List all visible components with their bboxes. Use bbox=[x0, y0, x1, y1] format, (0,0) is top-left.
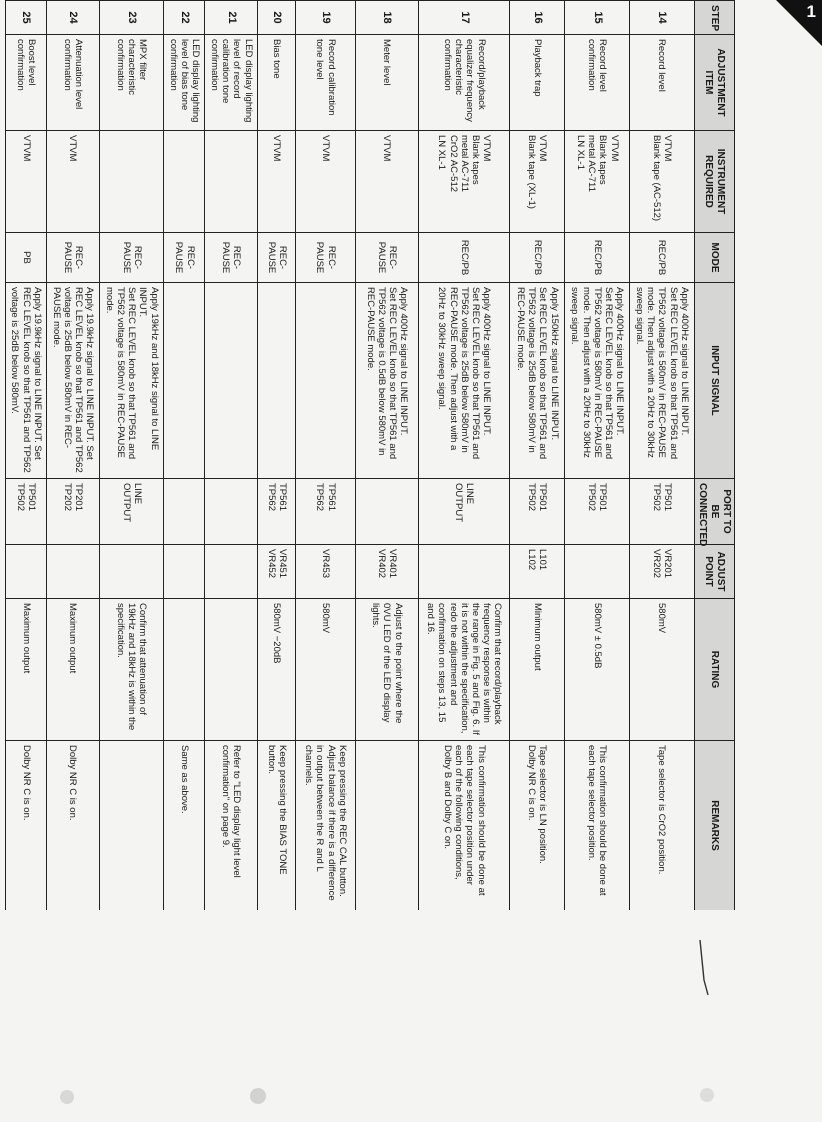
step-number: 20 bbox=[258, 1, 296, 35]
rating: Minimum output bbox=[510, 599, 565, 741]
page-number: 1 bbox=[806, 2, 816, 21]
input-signal: Apply 150kHz signal to LINE INPUT. Set REC LEVEL knob so that TP561 and TP562 voltage is 25dB below 580mV in REC-PAUSE mode. bbox=[510, 283, 565, 479]
instrument-required bbox=[99, 131, 164, 233]
header-adjustment-item: ADJUSTMENT ITEM bbox=[694, 35, 734, 131]
table-row bbox=[355, 1, 419, 911]
adjust-point: VR453 bbox=[296, 545, 355, 599]
step-number: 18 bbox=[355, 1, 419, 35]
input-signal: Apply 19.9kHz signal to LINE INPUT. Set REC LEVEL knob so that TP561 and TP562 voltage is 25dB below 580mV in REC-PAUSE mode. bbox=[47, 283, 100, 479]
adjust-point: VR201 VR202 bbox=[629, 545, 694, 599]
step-number: 17 bbox=[419, 1, 510, 35]
step-number: 22 bbox=[164, 1, 205, 35]
remarks: Refer to "LED display light level confirmation" on page 9. bbox=[205, 741, 258, 911]
mode: PB bbox=[6, 233, 47, 283]
mode: REC-PAUSE bbox=[47, 233, 100, 283]
port-to-be-connected: LINE OUTPUT bbox=[419, 479, 510, 545]
adjust-point bbox=[99, 545, 164, 599]
mode: REC-PAUSE bbox=[99, 233, 164, 283]
rating bbox=[205, 599, 258, 741]
mode: REC/PB bbox=[510, 233, 565, 283]
instrument-required: VTVM Blank tapes metal AC-711 CrO2 AC-512 LN XL-1 bbox=[419, 131, 510, 233]
step-number: 23 bbox=[99, 1, 164, 35]
header-mode: MODE bbox=[694, 233, 734, 283]
table-row bbox=[296, 1, 355, 911]
adjustment-item: Attenuation level confirmation bbox=[47, 35, 100, 131]
adjustment-item: Record level bbox=[629, 35, 694, 131]
adjustment-item: Record level confirmation bbox=[565, 35, 630, 131]
input-signal bbox=[296, 283, 355, 479]
rating bbox=[164, 599, 205, 741]
adjustment-item: Record/playback equalizer frequency characteristic confirmation bbox=[419, 35, 510, 131]
remarks: Keep pressing the BIAS TONE button. bbox=[258, 741, 296, 911]
port-to-be-connected bbox=[164, 479, 205, 545]
input-signal: Apply 19kHz and 18kHz signal to LINE INPUT. Set REC LEVEL knob so that TP561 and TP562 voltage is 580mV in REC-PAUSE mode. bbox=[99, 283, 164, 479]
table-row bbox=[258, 1, 296, 911]
rating: Confirm that attenuation of 19kHz and 18kHz is within the specification. bbox=[99, 599, 164, 741]
mode: REC-PAUSE bbox=[258, 233, 296, 283]
port-to-be-connected: TP201 TP202 bbox=[47, 479, 100, 545]
port-to-be-connected bbox=[355, 479, 419, 545]
adjust-point: VR451 VR452 bbox=[258, 545, 296, 599]
rating: 580mV ± 0.5dB bbox=[565, 599, 630, 741]
table-row bbox=[629, 1, 694, 911]
rating: Adjust to the point where the 0VU LED of the LED display lights. bbox=[355, 599, 419, 741]
adjust-point: VR401 VR402 bbox=[355, 545, 419, 599]
adjustment-item: MPX filter characteristic confirmation bbox=[99, 35, 164, 131]
adjustment-item: Bias tone bbox=[258, 35, 296, 131]
header-remarks: REMARKS bbox=[694, 741, 734, 911]
table-row bbox=[565, 1, 630, 911]
header-rating: RATING bbox=[694, 599, 734, 741]
header-input-signal: INPUT SIGNAL bbox=[694, 283, 734, 479]
remarks: Dolby NR C is on. bbox=[47, 741, 100, 911]
header-instrument: INSTRUMENT REQUIRED bbox=[694, 131, 734, 233]
step-number: 16 bbox=[510, 1, 565, 35]
remarks: This confirmation should be done at each tape selector position. bbox=[565, 741, 630, 911]
remarks bbox=[99, 741, 164, 911]
input-signal: Apply 19.9kHz signal to LINE INPUT. Set REC LEVEL knob so that TP561 and TP562 voltage is 25dB below 580mV. bbox=[6, 283, 47, 479]
table-row bbox=[99, 1, 164, 911]
instrument-required: VTVM bbox=[355, 131, 419, 233]
instrument-required bbox=[205, 131, 258, 233]
input-signal: Apply 400Hz signal to LINE INPUT. Set REC LEVEL knob so that TP561 and TP562 voltage is 580mV in REC-PAUSE mode. Then adjust with a 20Hz to 30kHz sweep signal. bbox=[629, 283, 694, 479]
table-row bbox=[510, 1, 565, 911]
input-signal bbox=[164, 283, 205, 479]
port-to-be-connected: TP501 TP502 bbox=[629, 479, 694, 545]
remarks: Tape selector is CrO2 position. bbox=[629, 741, 694, 911]
adjustment-item: Meter level bbox=[355, 35, 419, 131]
adjustment-table bbox=[5, 0, 735, 910]
instrument-required: VTVM bbox=[6, 131, 47, 233]
input-signal: Apply 400Hz signal to LINE INPUT. Set REC LEVEL knob so that TP561 and TP562 voltage is 580mV in REC-PAUSE mode. Then adjust with a 20Hz to 30kHz sweep signal. bbox=[565, 283, 630, 479]
adjustment-item: Record calibration tone level bbox=[296, 35, 355, 131]
port-to-be-connected: TP501 TP502 bbox=[510, 479, 565, 545]
step-number: 15 bbox=[565, 1, 630, 35]
binder-hole-mark-2 bbox=[250, 1088, 266, 1104]
table-header-row bbox=[694, 1, 734, 911]
rating: 580mV −20dB bbox=[258, 599, 296, 741]
port-to-be-connected: LINE OUTPUT bbox=[99, 479, 164, 545]
step-number: 19 bbox=[296, 1, 355, 35]
adjust-point bbox=[205, 545, 258, 599]
instrument-required: VTVM Blank tape (XL-1) bbox=[510, 131, 565, 233]
port-to-be-connected bbox=[205, 479, 258, 545]
adjust-point bbox=[164, 545, 205, 599]
remarks: Keep pressing the REC CAL button. Adjust balance if there is a difference in output between the R and L channels. bbox=[296, 741, 355, 911]
step-number: 25 bbox=[6, 1, 47, 35]
instrument-required: VTVM bbox=[296, 131, 355, 233]
adjustment-table-frame bbox=[5, 0, 735, 910]
port-to-be-connected: TP501 TP502 bbox=[565, 479, 630, 545]
header-adjust-point: ADJUST POINT bbox=[694, 545, 734, 599]
instrument-required: VTVM Blank tapes metal AC-711 LN XL-1 bbox=[565, 131, 630, 233]
remarks: Tape selector is LN position. Dolby NR C is on. bbox=[510, 741, 565, 911]
mode: REC/PB bbox=[565, 233, 630, 283]
mode: REC-PAUSE bbox=[205, 233, 258, 283]
table-row bbox=[47, 1, 100, 911]
input-signal: Apply 400Hz signal to LINE INPUT. Set REC LEVEL knob so that TP561 and TP562 voltage is 0.5dB below 580mV in REC-PAUSE mode. bbox=[355, 283, 419, 479]
remarks: Dolby NR C is on. bbox=[6, 741, 47, 911]
mode: REC-PAUSE bbox=[296, 233, 355, 283]
adjustment-item: LED display lighting level of record calibration tone confirmation bbox=[205, 35, 258, 131]
input-signal bbox=[258, 283, 296, 479]
port-to-be-connected: TP561 TP562 bbox=[258, 479, 296, 545]
mode: REC/PB bbox=[419, 233, 510, 283]
instrument-required: VTVM bbox=[258, 131, 296, 233]
table-row bbox=[6, 1, 47, 911]
adjust-point bbox=[47, 545, 100, 599]
binder-hole-mark-1 bbox=[60, 1090, 74, 1104]
adjust-point bbox=[419, 545, 510, 599]
rating: Confirm that record/playback frequency response is within the range in Fig. 5 and Fig. 6. If it is not within the specification, redo the adjustment and confirmation on steps 13, 15 and 16. bbox=[419, 599, 510, 741]
mode: REC-PAUSE bbox=[164, 233, 205, 283]
mode: REC/PB bbox=[629, 233, 694, 283]
instrument-required: VTVM Blank tape (AC-512) bbox=[629, 131, 694, 233]
adjustment-item: Playback trap bbox=[510, 35, 565, 131]
rating: 580mV bbox=[296, 599, 355, 741]
table-row bbox=[164, 1, 205, 911]
table-row bbox=[205, 1, 258, 911]
scan-mark-right bbox=[690, 940, 720, 1000]
table-row bbox=[419, 1, 510, 911]
rating: 580mV bbox=[629, 599, 694, 741]
rotated-table-area bbox=[5, 0, 735, 910]
step-number: 21 bbox=[205, 1, 258, 35]
port-to-be-connected: TP561 TP562 bbox=[296, 479, 355, 545]
port-to-be-connected: TP501 TP502 bbox=[6, 479, 47, 545]
rating: Maximum output bbox=[47, 599, 100, 741]
adjust-point bbox=[565, 545, 630, 599]
instrument-required: VTVM bbox=[47, 131, 100, 233]
instrument-required bbox=[164, 131, 205, 233]
binder-hole-mark-3 bbox=[700, 1088, 714, 1102]
step-number: 14 bbox=[629, 1, 694, 35]
header-port: PORT TO BE CONNECTED bbox=[694, 479, 734, 545]
mode: REC-PAUSE bbox=[355, 233, 419, 283]
remarks: Same as above. bbox=[164, 741, 205, 911]
adjustment-item: Boost level confirmation bbox=[6, 35, 47, 131]
input-signal: Apply 400Hz signal to LINE INPUT. Set REC LEVEL knob so that TP561 and TP562 voltage is 25dB below 580mV in REC-PAUSE mode. Then adjust with a 20Hz to 30kHz sweep signal. bbox=[419, 283, 510, 479]
adjust-point: L101 L102 bbox=[510, 545, 565, 599]
remarks: This confirmation should be done at each tape selector position under each of the following conditions, Dolby B and Dolby C on. bbox=[419, 741, 510, 911]
input-signal bbox=[205, 283, 258, 479]
remarks bbox=[355, 741, 419, 911]
header-step: STEP bbox=[694, 1, 734, 35]
step-number: 24 bbox=[47, 1, 100, 35]
adjust-point bbox=[6, 545, 47, 599]
adjustment-item: LED display lighting level of bias tone confirmation bbox=[164, 35, 205, 131]
rating: Maximum output bbox=[6, 599, 47, 741]
